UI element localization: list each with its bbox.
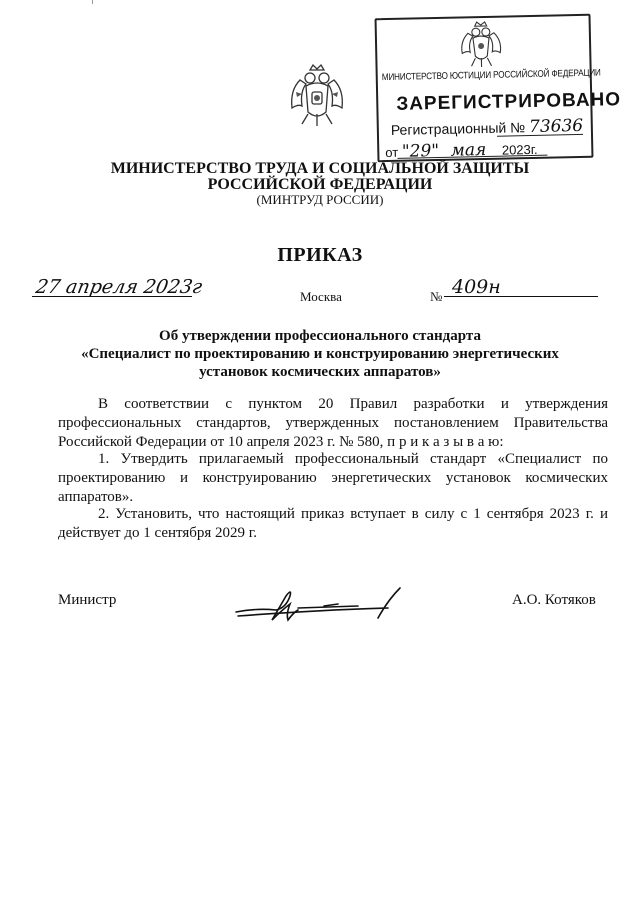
document-title-line2: «Специалист по проектированию и конструированию энергетических xyxy=(81,346,559,362)
document-date: 27 апреля 2023г xyxy=(34,276,204,298)
stamp-month: мая xyxy=(450,139,487,161)
ministry-name-line1: МИНИСТЕРСТВО ТРУДА И СОЦИАЛЬНОЙ ЗАЩИТЫ xyxy=(110,160,530,177)
body-paragraph-3 xyxy=(58,505,608,543)
body-paragraph-1 xyxy=(58,395,608,452)
stamp-reg-label: Регистрационный № xyxy=(390,119,526,138)
paragraph-text: 1. Утвердить прилагаемый профессиональный стандарт «Специалист по проектированию и конструированию энергетических установок космических аппаратов». xyxy=(58,451,608,505)
stamp-day: "29" xyxy=(401,140,440,162)
page-edge-mark xyxy=(92,0,93,4)
ministry-name-line2: РОССИЙСКОЙ ФЕДЕРАЦИИ xyxy=(207,176,433,193)
stamp-from-label: от xyxy=(385,144,399,161)
stamp-year: 2023 xyxy=(501,142,531,158)
signer-name: А.О. Котяков xyxy=(512,592,596,608)
signer-position: Министр xyxy=(58,592,117,608)
paragraph-text: В соответствии с пунктом 20 Правил разработки и утверждения профессиональных стандартов, утвержденных постановлением Правительства Российской Федерации от 10 апреля 2023 г. № 580, п р и к а з ы в а ю: xyxy=(58,396,608,450)
registration-stamp xyxy=(375,14,622,162)
coat-of-arms-icon xyxy=(288,62,346,132)
stamp-coat-of-arms-icon xyxy=(459,20,504,69)
number-underline xyxy=(444,296,598,297)
document-title-line1: Об утверждении профессионального стандарта xyxy=(159,328,481,344)
ministry-short-name: (МИНТРУД РОССИИ) xyxy=(256,192,384,207)
handwritten-signature xyxy=(228,578,428,626)
stamp-status: ЗАРЕГИСТРИРОВАНО xyxy=(396,89,622,115)
paragraph-text: 2. Установить, что настоящий приказ вступает в силу с 1 сентября 2023 г. и действует до 1 сентября 2029 г. xyxy=(58,506,608,541)
stamp-reg-number: 73636 xyxy=(528,115,584,138)
document-title-line3: установок космических аппаратов» xyxy=(199,364,441,380)
stamp-year-suffix: г. xyxy=(530,141,538,158)
document-type: ПРИКАЗ xyxy=(277,244,363,266)
date-underline xyxy=(32,296,192,297)
stamp-ministry: МИНИСТЕРСТВО ЮСТИЦИИ РОССИЙСКОЙ ФЕДЕРАЦИИ xyxy=(381,67,601,84)
document-city: Москва xyxy=(300,289,342,304)
stamp-reg-line xyxy=(391,116,584,140)
number-sign: № xyxy=(430,289,443,304)
document-number: 409н xyxy=(452,276,501,298)
body-paragraph-2 xyxy=(58,450,608,507)
